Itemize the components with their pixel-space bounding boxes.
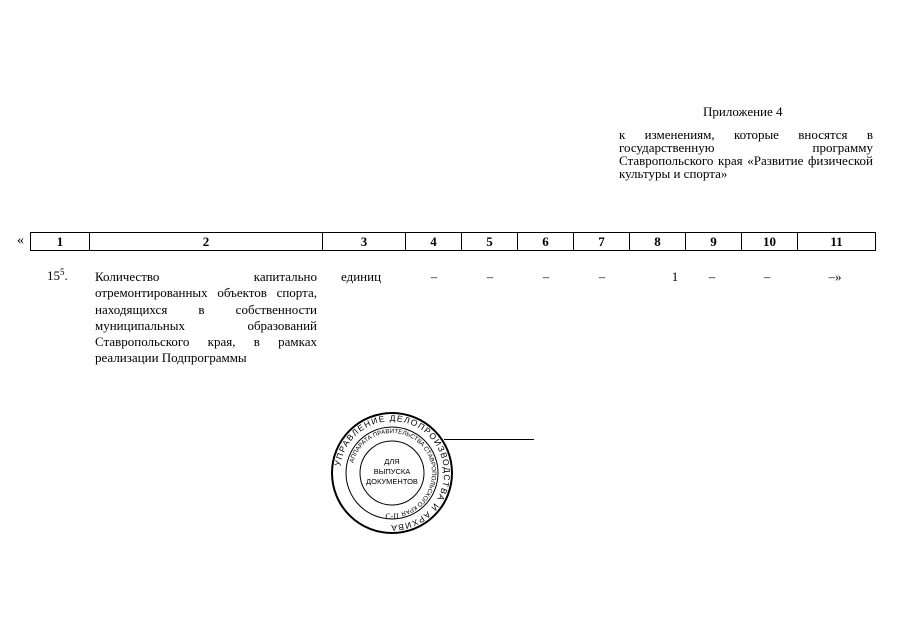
row-number-superscript: 5 (60, 267, 65, 277)
column-header-11: 11 (798, 233, 876, 251)
row-unit: единиц (341, 269, 382, 284)
row-value-col10: – (763, 269, 771, 284)
table-header-row (30, 232, 876, 251)
stamp-outer-text: УПРАВЛЕНИЕ ДЕЛОПРОИЗВОДСТВА И АРХИВА (332, 412, 453, 534)
column-header-9: 9 (686, 233, 742, 251)
column-header-3: 3 (323, 233, 406, 251)
row-value-col11: –» (828, 269, 842, 284)
stamp-code: С-II (385, 512, 399, 521)
row-value-col7: – (598, 269, 606, 284)
column-header-2: 2 (90, 233, 323, 251)
appendix-title: Приложение 4 (703, 104, 783, 119)
stamp-seal-icon (330, 411, 454, 535)
row-description: Количество капитально отремонтированных объектов спорта, находящихся в собственности муниципальных образований Ставропольского края, в рамках реализации Подпрограммы (95, 269, 317, 366)
column-header-1: 1 (31, 233, 90, 251)
stamp-center-line-3: ДОКУМЕНТОВ (366, 477, 418, 486)
appendix-note: к изменениям, которые вносятся в государственную программу Ставропольского края «Развитие физической культуры и спорта» (619, 127, 873, 181)
row-value-col9: – (708, 269, 716, 284)
column-header-6: 6 (518, 233, 574, 251)
row-value-col5: – (486, 269, 494, 284)
column-header-4: 4 (406, 233, 462, 251)
open-quote: « (17, 233, 24, 248)
stamp-center-line-1: ДЛЯ (384, 457, 400, 466)
signature-line (444, 439, 534, 440)
row-value-col6: – (542, 269, 550, 284)
column-header-7: 7 (574, 233, 630, 251)
row-value-col4: – (430, 269, 438, 284)
column-header-5: 5 (462, 233, 518, 251)
stamp-center-line-2: ВЫПУСКА (373, 467, 411, 476)
row-number (47, 268, 68, 284)
official-stamp (330, 411, 454, 535)
row-number-main: 15 (47, 268, 60, 283)
column-header-10: 10 (742, 233, 798, 251)
column-header-8: 8 (630, 233, 686, 251)
row-number-suffix: . (64, 268, 68, 283)
stamp-inner-text: АППАРАТА ПРАВИТЕЛЬСТВА СТАВРОПОЛЬСКОГО КРАЯ (348, 427, 438, 517)
row-value-col8: 1 (671, 269, 679, 284)
